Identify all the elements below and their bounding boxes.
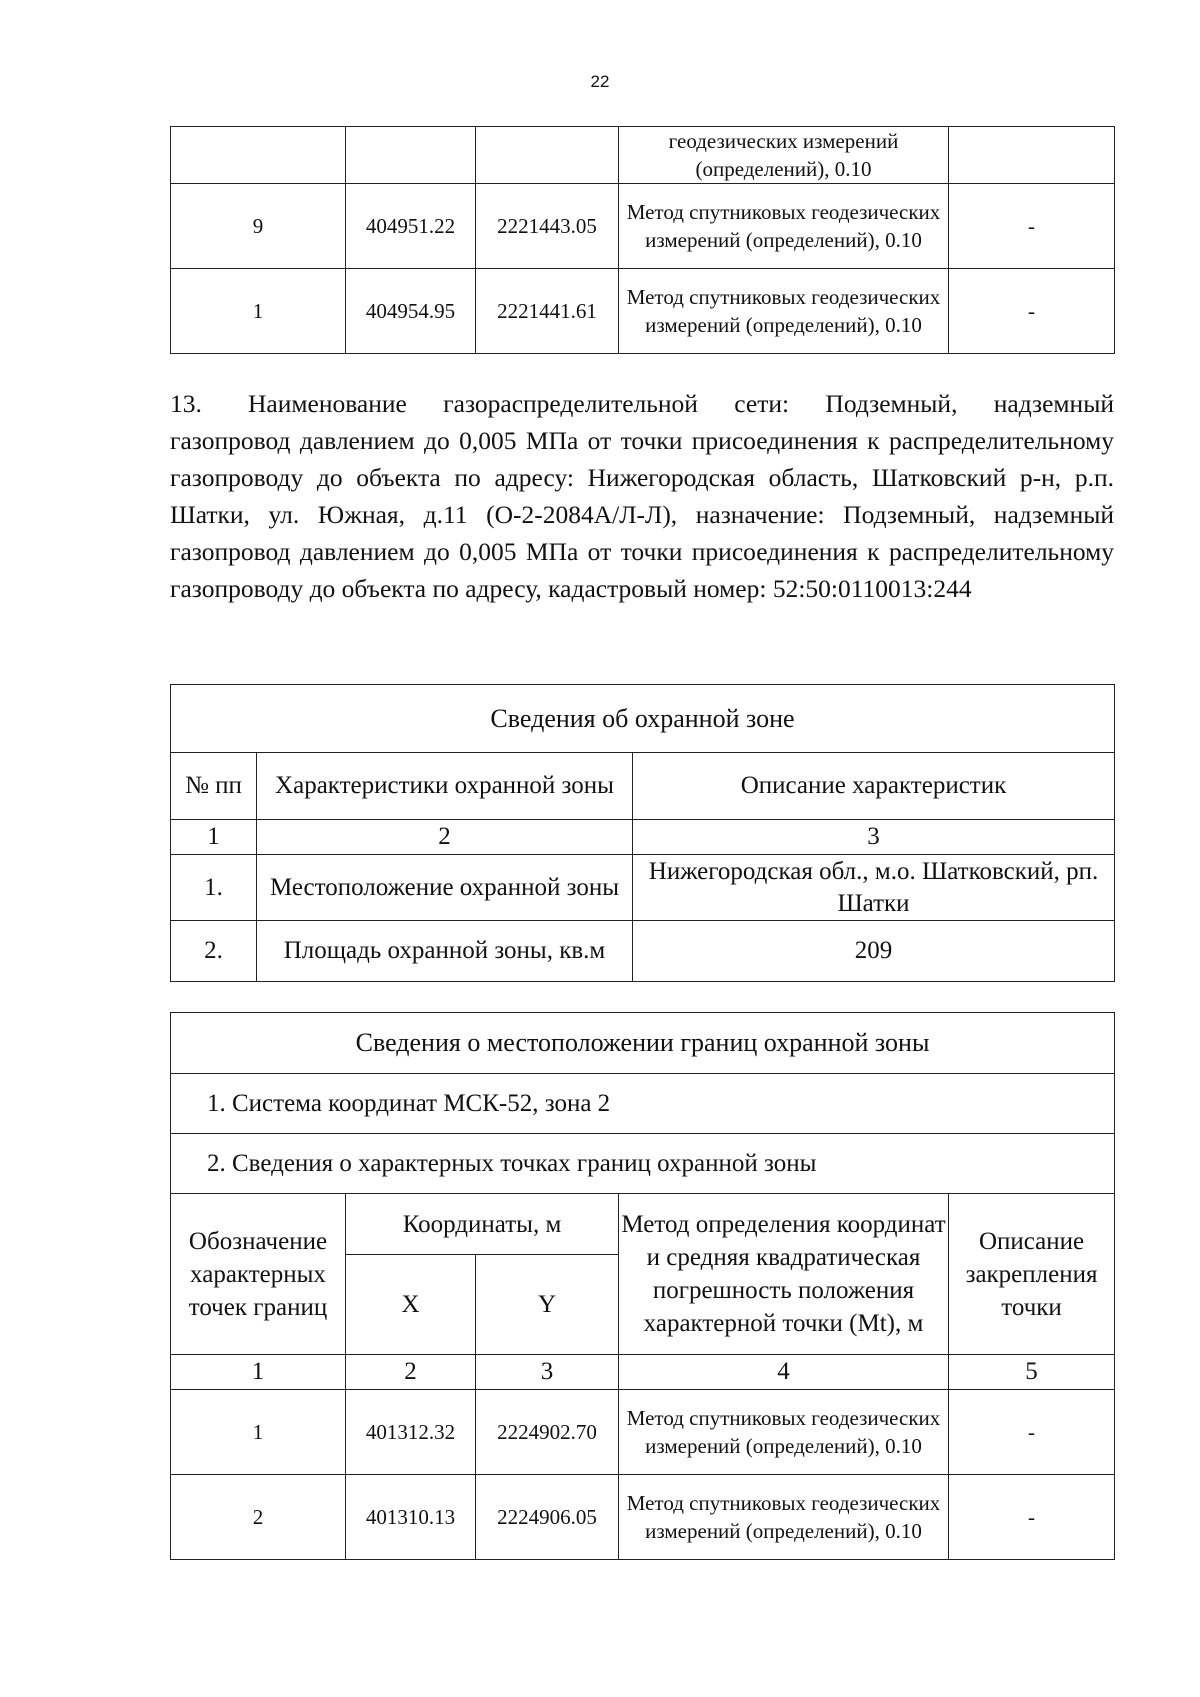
- column-number: 1: [171, 1355, 346, 1390]
- characteristic-cell: Площадь охранной зоны, кв.м: [257, 921, 633, 982]
- method-cell: Метод спутниковых геодезических измерений (определений), 0.10: [619, 1475, 949, 1560]
- table-row: [171, 855, 1115, 921]
- column-header-method: Метод определения координат и средняя квадратическая погрешность положения характерной точки (Mt), м: [619, 1194, 949, 1355]
- y-cell: [476, 127, 619, 184]
- point-cell: [171, 127, 346, 184]
- column-number: 4: [619, 1355, 949, 1390]
- points-subtitle: 2. Сведения о характерных точках границ охранной зоны: [171, 1134, 1115, 1194]
- method-cell: Метод спутниковых геодезических измерений (определений), 0.10: [619, 184, 949, 269]
- point-cell: 1: [171, 269, 346, 354]
- table-title: Сведения о местоположении границ охранной зоны: [171, 1013, 1115, 1074]
- column-number: 3: [476, 1355, 619, 1390]
- point-cell: 1: [171, 1390, 346, 1475]
- table-row: [171, 1475, 1115, 1560]
- x-cell: 404954.95: [346, 269, 476, 354]
- description-cell: [949, 127, 1115, 184]
- table-row: [171, 1390, 1115, 1475]
- column-header-designation: Обозначение характерных точек границ: [171, 1194, 346, 1355]
- description-cell: -: [949, 184, 1115, 269]
- page-number: 22: [590, 72, 610, 91]
- boundary-location-table: [170, 1012, 1115, 1560]
- method-cell: Метод спутниковых геодезических измерений (определений), 0.10: [619, 269, 949, 354]
- column-header-coordinates: Координаты, м: [346, 1194, 619, 1255]
- x-cell: 401312.32: [346, 1390, 476, 1475]
- table-title: Сведения об охранной зоне: [171, 685, 1115, 753]
- description-cell: -: [949, 269, 1115, 354]
- y-cell: 2221443.05: [476, 184, 619, 269]
- section-paragraph: [170, 385, 1114, 607]
- column-number: 1: [171, 820, 257, 855]
- point-cell: 2: [171, 1475, 346, 1560]
- y-cell: 2224902.70: [476, 1390, 619, 1475]
- row-number: 1.: [171, 855, 257, 921]
- column-header: № пп: [171, 753, 257, 820]
- table-row: [171, 184, 1115, 269]
- section-number: 13.: [170, 389, 202, 418]
- column-number: 2: [257, 820, 633, 855]
- description-cell: Нижегородская обл., м.о. Шатковский, рп. Шатки: [633, 855, 1115, 921]
- column-header-fixing: Описание закрепления точки: [949, 1194, 1115, 1355]
- coordinates-table-continued: [170, 126, 1115, 354]
- table-row: [171, 269, 1115, 354]
- column-header-y: Y: [476, 1255, 619, 1355]
- coordinate-system: 1. Система координат МСК-52, зона 2: [171, 1074, 1115, 1134]
- column-number: 2: [346, 1355, 476, 1390]
- column-header-x: X: [346, 1255, 476, 1355]
- y-cell: 2221441.61: [476, 269, 619, 354]
- description-cell: 209: [633, 921, 1115, 982]
- x-cell: 404951.22: [346, 184, 476, 269]
- protective-zone-table: [170, 684, 1115, 982]
- method-cell: геодезических измерений (определений), 0.10: [619, 127, 949, 184]
- column-number: 5: [949, 1355, 1115, 1390]
- y-cell: 2224906.05: [476, 1475, 619, 1560]
- description-cell: -: [949, 1390, 1115, 1475]
- description-cell: -: [949, 1475, 1115, 1560]
- column-number: 3: [633, 820, 1115, 855]
- column-header: Характеристики охранной зоны: [257, 753, 633, 820]
- method-cell: Метод спутниковых геодезических измерений (определений), 0.10: [619, 1390, 949, 1475]
- column-header: Описание характеристик: [633, 753, 1115, 820]
- row-number: 2.: [171, 921, 257, 982]
- x-cell: [346, 127, 476, 184]
- table-row: [171, 921, 1115, 982]
- table-row: [171, 127, 1115, 184]
- section-text: Наименование газораспределительной сети: Подземный, надземный газопровод давлением до 0,005 МПа от точки присоединения к распределительному газопроводу до объекта по адресу: Нижегородская область, Шатковский р-н, р.п. Шатки, ул. Южная, д.11 (О-2-2084А/Л-Л), назначение: Подземный, надземный газопровод давлением до 0,005 МПа от точки присоединения к распределительному газопроводу до объекта по адресу, кадастровый номер: 52:50:0110013:244: [170, 389, 1114, 603]
- x-cell: 401310.13: [346, 1475, 476, 1560]
- point-cell: 9: [171, 184, 346, 269]
- characteristic-cell: Местоположение охранной зоны: [257, 855, 633, 921]
